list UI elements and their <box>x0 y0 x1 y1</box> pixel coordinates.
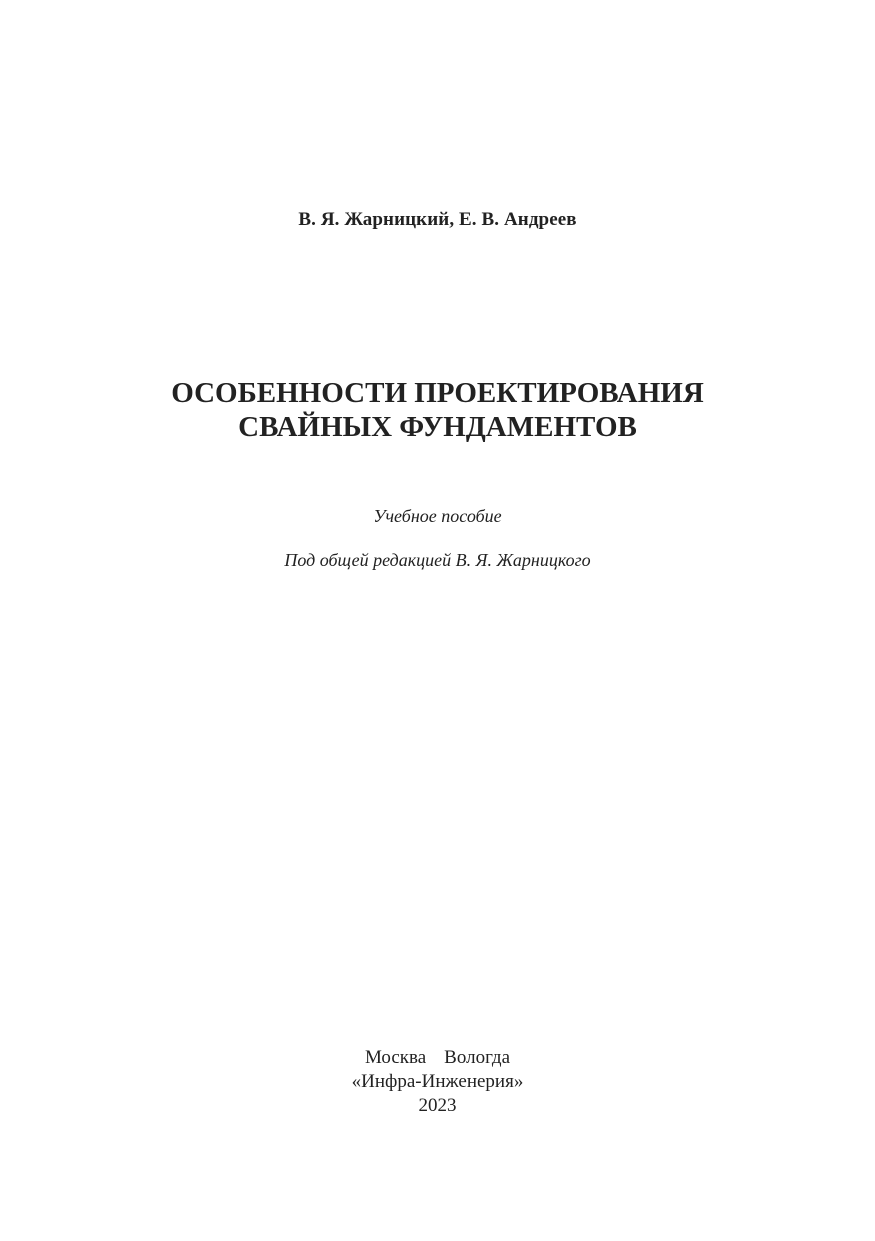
authors: В. Я. Жарницкий, Е. В. Андреев <box>298 209 577 230</box>
subtitle: Учебное пособие <box>373 506 502 526</box>
year: 2023 <box>418 1095 457 1116</box>
city-moscow: Москва <box>364 1047 427 1068</box>
title-line-1: ОСОБЕННОСТИ ПРОЕКТИРОВАНИЯ <box>171 377 704 409</box>
editor-note: Под общей редакцией В. Я. Жарницкого <box>284 550 591 570</box>
cities <box>0 1046 875 1070</box>
city-vologda: Вологда <box>444 1047 511 1068</box>
publisher: «Инфра-Инженерия» <box>351 1071 524 1092</box>
book-title <box>0 376 875 444</box>
title-line-2: СВАЙНЫХ ФУНДАМЕНТОВ <box>238 411 637 443</box>
imprint <box>0 1046 875 1118</box>
